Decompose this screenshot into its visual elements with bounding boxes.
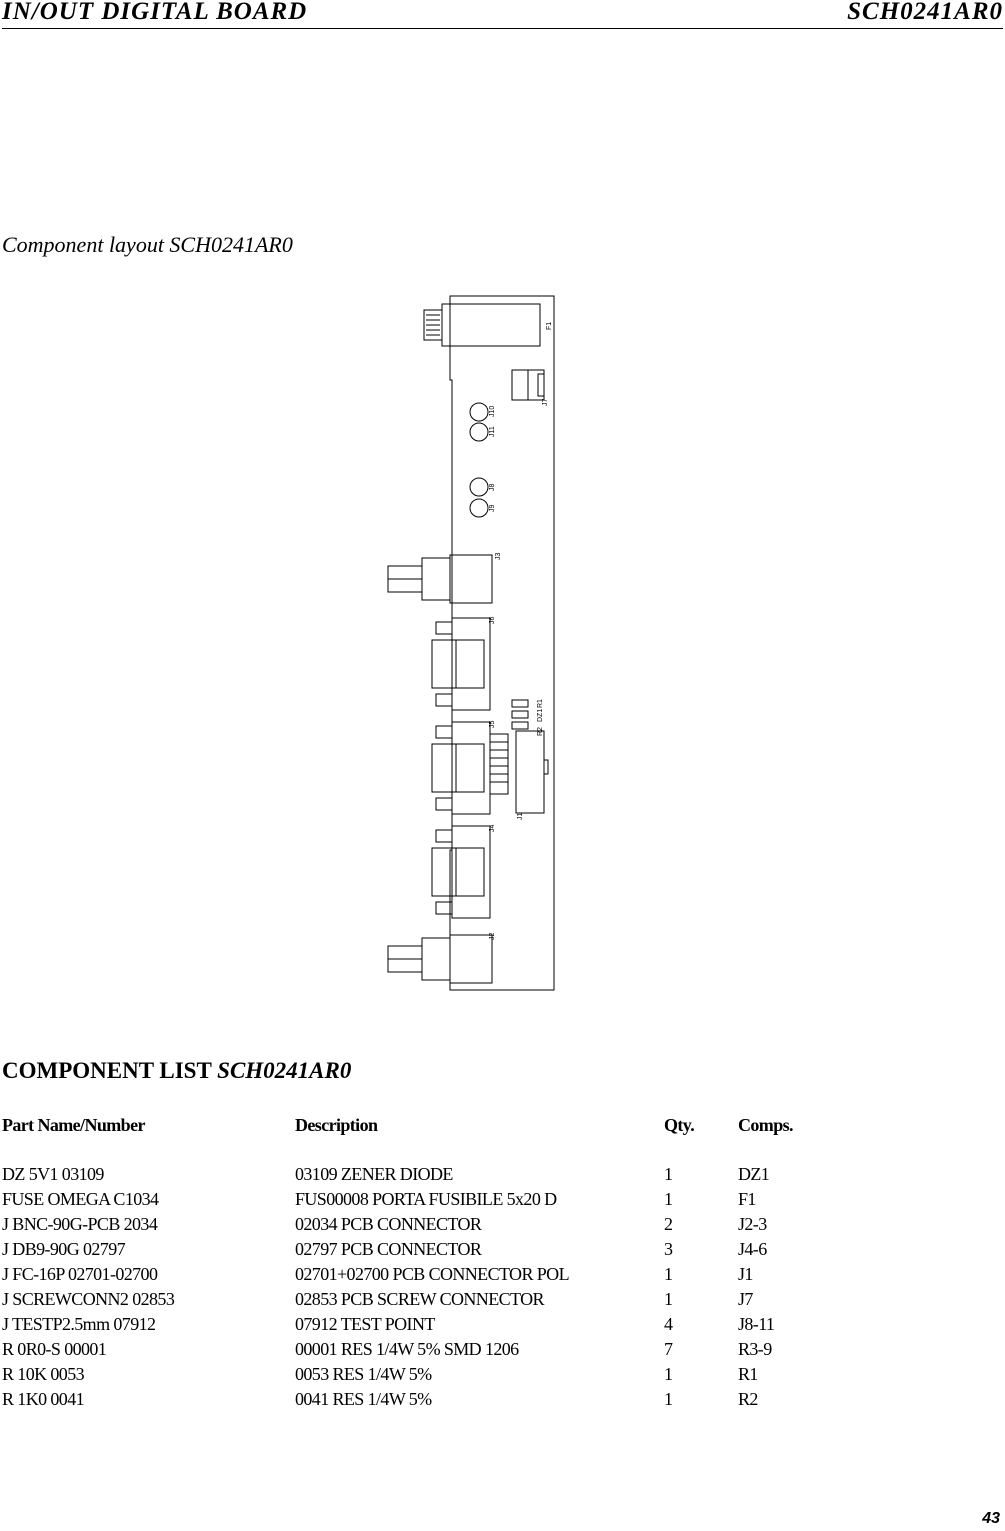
label-j9: J9 bbox=[489, 504, 496, 512]
label-j5: J5 bbox=[489, 720, 496, 728]
layout-title: Component layout SCH0241AR0 bbox=[2, 232, 293, 257]
page-header bbox=[2, 0, 1003, 29]
col-comps: Comps. bbox=[738, 1114, 793, 1135]
component-list-title: COMPONENT LIST SCH0241AR0 bbox=[2, 1058, 352, 1083]
table-header-row bbox=[2, 1112, 878, 1138]
table-row: J BNC-90G-PCB 2034 02034 PCB CONNECTOR 2 J2-3 bbox=[2, 1214, 767, 1234]
flat-cable-connector-j1 bbox=[516, 731, 548, 813]
component-layout-drawing bbox=[380, 290, 570, 995]
label-j10: J10 bbox=[489, 405, 496, 417]
label-r2: R2 bbox=[537, 727, 544, 736]
test-point-j10 bbox=[470, 403, 488, 421]
header-title: IN/OUT DIGITAL BOARD bbox=[2, 0, 308, 25]
table-row: J DB9-90G 02797 02797 PCB CONNECTOR 3 J4-6 bbox=[2, 1239, 767, 1259]
label-j1: J1 bbox=[517, 812, 524, 820]
label-f1: F1 bbox=[546, 321, 553, 330]
label-j11: J11 bbox=[489, 426, 496, 437]
table-row: FUSE OMEGA C1034 FUS00008 PORTA FUSIBILE 5x20 D 1 F1 bbox=[2, 1189, 756, 1209]
label-dz1: DZ1 bbox=[537, 708, 544, 722]
resistor-r2 bbox=[512, 722, 528, 729]
zener-dz1 bbox=[512, 711, 528, 718]
label-r1: R1 bbox=[537, 699, 544, 708]
bnc-connector-j3 bbox=[388, 555, 492, 603]
col-description: Description bbox=[295, 1114, 378, 1135]
label-j6: J6 bbox=[489, 616, 496, 624]
db9-connector-j5 bbox=[432, 722, 490, 814]
table-row: R 10K 0053 0053 RES 1/4W 5% 1 R1 bbox=[2, 1364, 758, 1384]
component-list-code: SCH0241AR0 bbox=[217, 1058, 352, 1083]
table-row: R 0R0-S 00001 00001 RES 1/4W 5% SMD 1206 7 R3-9 bbox=[2, 1339, 772, 1359]
component-table bbox=[2, 1112, 878, 1412]
fuse-holder-f1 bbox=[424, 304, 540, 346]
resistor-r1 bbox=[512, 700, 528, 707]
label-j8: J8 bbox=[489, 483, 496, 491]
bnc-connector-j2 bbox=[388, 935, 492, 983]
col-qty: Qty. bbox=[664, 1114, 695, 1135]
test-point-j8 bbox=[470, 478, 488, 496]
table-row: J SCREWCONN2 02853 02853 PCB SCREW CONNECTOR 1 J7 bbox=[2, 1289, 753, 1309]
header-code: SCH0241AR0 bbox=[847, 0, 1003, 25]
col-part: Part Name/Number bbox=[2, 1114, 145, 1135]
table-row: J TESTP2.5mm 07912 07912 TEST POINT 4 J8-11 bbox=[2, 1314, 775, 1334]
table-row: DZ 5V1 03109 03109 ZENER DIODE 1 DZ1 bbox=[2, 1164, 770, 1184]
db9-connector-j6 bbox=[432, 618, 490, 710]
db9-connector-j4 bbox=[432, 826, 490, 918]
test-point-j9 bbox=[470, 499, 488, 517]
label-j2: J2 bbox=[489, 932, 496, 940]
test-point-j11 bbox=[470, 423, 488, 441]
table-row: J FC-16P 02701-02700 02701+02700 PCB CONNECTOR POL 1 J1 bbox=[2, 1264, 753, 1284]
label-j7: J7 bbox=[542, 398, 549, 406]
label-j4: J4 bbox=[489, 824, 496, 832]
label-j3: J3 bbox=[495, 552, 502, 560]
page-number: 43 bbox=[982, 1510, 1000, 1527]
smd-resistor-bank bbox=[490, 734, 508, 794]
screw-connector-j7 bbox=[512, 370, 544, 400]
table-row: R 1K0 0041 0041 RES 1/4W 5% 1 R2 bbox=[2, 1389, 758, 1409]
